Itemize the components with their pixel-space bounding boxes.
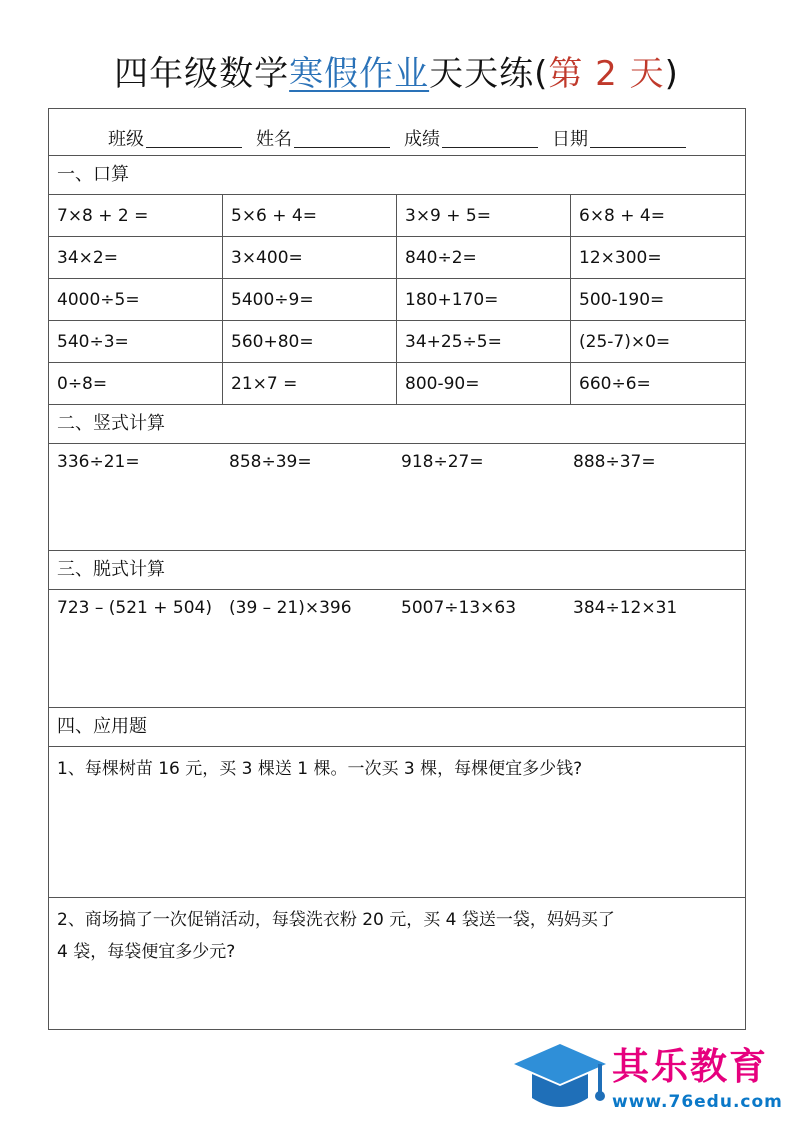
- problem-cell: 500-190=: [579, 290, 665, 310]
- problem-cell: 800-90=: [397, 363, 571, 404]
- problem-cell: 34+25÷5=: [397, 321, 571, 362]
- problem-cell: 0÷8=: [49, 363, 223, 404]
- section-mental-math-header: 一、口算: [49, 156, 745, 195]
- problem-item: 723 – (521 + 504): [57, 598, 212, 618]
- score-field[interactable]: [404, 125, 538, 151]
- class-field[interactable]: [108, 125, 242, 151]
- problem-cell: 6×8 + 4=: [579, 206, 665, 226]
- problem-cell: 5×6 + 4=: [223, 195, 397, 236]
- problem-cell: 660÷6=: [579, 374, 651, 394]
- problem-cell: 3×400=: [223, 237, 397, 278]
- word-problem-1[interactable]: [49, 747, 745, 898]
- problem-cell: 840÷2=: [397, 237, 571, 278]
- section-word-problems-header: 四、应用题: [49, 708, 745, 747]
- problem-item: 384÷12×31: [573, 598, 678, 618]
- problem-item: 336÷21=: [57, 452, 140, 472]
- vertical-calc-area[interactable]: [49, 444, 745, 551]
- date-field[interactable]: [552, 125, 686, 151]
- problem-cell: 34×2=: [49, 237, 223, 278]
- date-blank[interactable]: [590, 146, 686, 148]
- mental-math-row: [49, 363, 745, 405]
- problem-item: (39 – 21)×396: [229, 598, 352, 618]
- problem-cell: 180+170=: [397, 279, 571, 320]
- title-day: 第 2 天: [548, 54, 665, 94]
- problem-cell: 560+80=: [223, 321, 397, 362]
- info-row: [49, 109, 745, 156]
- brand-url[interactable]: www.76edu.com: [612, 1092, 783, 1112]
- word-problem-text-line1: 2、商场搞了一次促销活动，每袋洗衣粉 20 元，买 4 袋送一袋，妈妈买了: [57, 910, 615, 930]
- section-vertical-calc-header: 二、竖式计算: [49, 405, 745, 444]
- problem-item: 918÷27=: [401, 452, 484, 472]
- problem-item: 5007÷13×63: [401, 598, 517, 618]
- class-blank[interactable]: [146, 146, 242, 148]
- step-calc-area[interactable]: [49, 590, 745, 708]
- word-problem-text: 1、每棵树苗 16 元，买 3 棵送 1 棵。一次买 3 棵，每棵便宜多少钱?: [57, 759, 583, 779]
- problem-cell: 7×8 + 2 =: [49, 195, 223, 236]
- mental-math-row: [49, 195, 745, 237]
- mental-math-row: [49, 279, 745, 321]
- problem-cell: 5400÷9=: [223, 279, 397, 320]
- problem-cell: 12×300=: [579, 248, 662, 268]
- title-homework: 寒假作业: [289, 54, 430, 94]
- mental-math-row: [49, 237, 745, 279]
- name-label: 姓名: [256, 129, 292, 150]
- name-field[interactable]: [256, 125, 390, 151]
- problem-cell: (25-7)×0=: [579, 332, 671, 352]
- problem-item: 888÷37=: [573, 452, 656, 472]
- mental-math-row: [49, 321, 745, 363]
- problem-cell: 3×9 + 5=: [397, 195, 571, 236]
- score-label: 成绩: [404, 129, 440, 150]
- word-problem-text-line2: 4 袋，每袋便宜多少元?: [57, 942, 236, 962]
- brand-name: 其乐教育: [612, 1045, 768, 1088]
- problem-cell: 21×7 =: [223, 363, 397, 404]
- section-step-calc-header: 三、脱式计算: [49, 551, 745, 590]
- word-problem-2[interactable]: [49, 898, 745, 1029]
- problem-cell: 540÷3=: [49, 321, 223, 362]
- title-close: ): [664, 54, 679, 94]
- score-blank[interactable]: [442, 146, 538, 148]
- title-grade: 四年级数学: [114, 54, 290, 94]
- class-label: 班级: [108, 129, 144, 150]
- problem-cell: 4000÷5=: [49, 279, 223, 320]
- worksheet: [48, 108, 746, 1030]
- date-label: 日期: [552, 129, 588, 150]
- problem-item: 858÷39=: [229, 452, 312, 472]
- name-blank[interactable]: [294, 146, 390, 148]
- page-title: [0, 50, 793, 98]
- title-daily: 天天练(: [429, 54, 549, 94]
